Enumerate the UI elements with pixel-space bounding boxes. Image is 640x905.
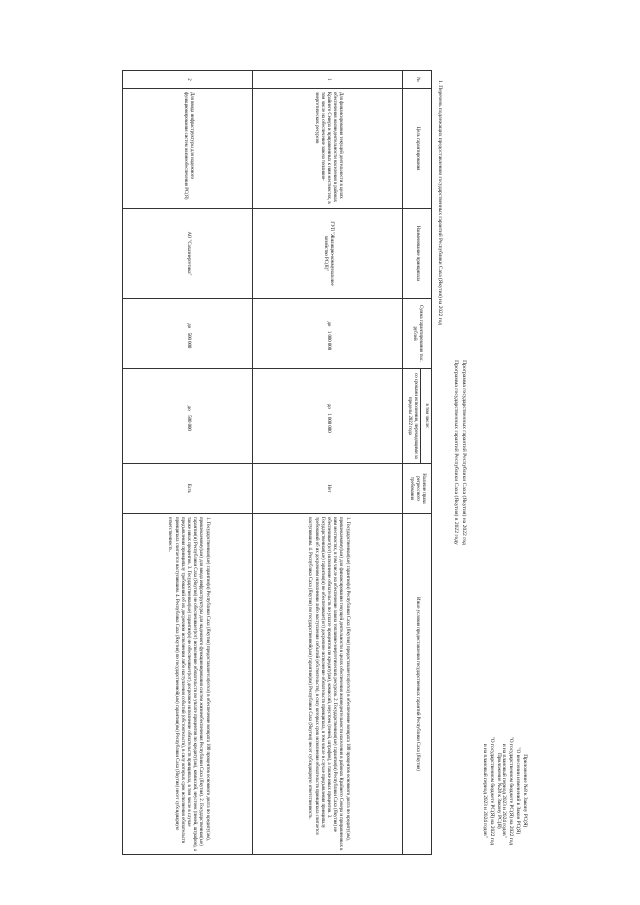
guarantees-table bbox=[122, 70, 432, 855]
document-title bbox=[452, 0, 468, 905]
row-sum bbox=[253, 299, 403, 369]
header-principal: Наименование принципала bbox=[403, 209, 432, 299]
header-line: "О государственном бюджете РС(Я) на 2022 год bbox=[489, 736, 495, 845]
appendix-header-28 bbox=[481, 737, 502, 845]
row-principal: ГУП "Жилищно-коммунальное хозяйство РС(Я)" bbox=[253, 209, 403, 299]
title-line: Программа государственных гарантий Республики Саха (Якутия) на 2022 год bbox=[461, 360, 467, 545]
row-inclusive bbox=[253, 369, 403, 464]
header-num: № bbox=[403, 71, 432, 89]
unit-label: до bbox=[186, 405, 191, 411]
header-purpose: Цель гарантирования bbox=[403, 89, 432, 209]
header-conditions: Иные условия предоставления государственных гарантий Республики Саха (Якутия) bbox=[403, 514, 432, 855]
unit-label: до bbox=[186, 323, 191, 329]
row-recourse: Нет bbox=[253, 464, 403, 514]
header-recourse: Наличие права регрессного требования bbox=[403, 464, 432, 514]
header-inclusive: в том числе: bbox=[420, 369, 431, 464]
unit-label: до bbox=[326, 321, 331, 327]
header-line: и на плановый период 2023 и 2024 годов" bbox=[482, 743, 488, 838]
row-sum bbox=[123, 299, 253, 369]
row-purpose: Для ввода инфраструктуры для надежного функционирования систем жизнеобеспечения РС(Я) bbox=[123, 89, 253, 209]
row-inclusive bbox=[123, 369, 253, 464]
row-purpose: Для финансирования текущей деятельности в целях обеспечения жизнедеятельности населения в районах Крайнего Севера и приравненных к ним местностях, в том числе на обеспечение завоза топливно-энергетических ресурсов bbox=[253, 89, 403, 209]
section-title: 1. Перечень подлежащих предоставлению государственных гарантий Республики Саха (Якутия) на 2022 год bbox=[437, 80, 443, 325]
inclusive-value: 500 000 bbox=[186, 415, 191, 431]
header-line: и на плановый период 2023 и 2024 годов" bbox=[501, 743, 507, 838]
row-num: 1 bbox=[253, 71, 403, 89]
header-inclusive-sub: со сроками исполнения, переходящими за пределы 2022 года bbox=[403, 369, 420, 464]
table-row bbox=[123, 71, 253, 855]
header-line: Приложение №8 к Закону РС(Я) bbox=[522, 754, 528, 828]
table-header-row bbox=[420, 71, 431, 855]
sum-value: 1 000 000 bbox=[326, 330, 331, 351]
row-conditions: 1. Государственная(ые) гарантия(и) Республики Саха (Якутия) предоставляется(ются) в обеспечение возврата 100 процентов основного долга по кредиту(ам), привлекаемому(ым) для ввода инфраструктуры для надежного функционирования систем жизнеобеспечения Республики Саха (Якутия). 2. Государственная(ые) гарантия(и) Республики Саха (Якутия) не обеспечивает(ют) исполнение обязательств по уплате процентов по кредиту(ам), комиссий, неустоек (пеней, штрафов), а также иных процентов. 3. Государственная(ые) гарантия(и) не обеспечивает(ют) досрочное исполнение обязательств принципала, в том числе в случае предъявления принципалу требований об их досрочном исполнении либо наступления событий (обстоятельств), в силу которых срок исполнения обязательств принципала считается наступившим. 4. Республика Саха (Якутия) по государственной(ым) гарантии(ям) Республики Саха (Якутия) несет субсидиарную ответственность. bbox=[123, 514, 253, 855]
sum-value: 500 000 bbox=[186, 332, 191, 349]
title-line: Программа государственных гарантий Республики Саха (Якутия) в 2022 году bbox=[453, 360, 459, 545]
inclusive-value: 1 000 000 bbox=[326, 413, 331, 433]
unit-label: до bbox=[326, 403, 331, 409]
row-num: 2 bbox=[123, 71, 253, 89]
row-principal: АО "Сахаэнергетика" bbox=[123, 209, 253, 299]
header-line: "О государственном бюджете РС(Я) на 2022 год bbox=[508, 736, 514, 845]
row-recourse: Есть bbox=[123, 464, 253, 514]
table-row bbox=[253, 71, 403, 855]
row-conditions: 1. Государственная(ые) гарантия(и) Республики Саха (Якутия) предоставляется(ются) в обеспечение возврата 100 процентов основного долга по кредиту(ам), привлекаемому(ым) для финансирования текущей деятельности в целях обеспечения жизнедеятельности населения в районах Крайнего Севера и приравненных к ним местностях, в том числе на обеспечение завоза топливно-энергетических ресурсов. 2. Государственная(ые) гарантия(и) Республики Саха (Якутия) не обеспечивает(ют) исполнение обязательств по уплате процентов по кредиту(ам), комиссий, неустоек (пеней, штрафов), а также иных процентов. 3. Государственная(ые) гарантия(и) не обеспечивает(ют) досрочное исполнение обязательств принципала, в том числе в случае предъявления принципалу требований об их досрочном исполнении либо наступления событий (обстоятельств), в силу которых срок исполнения обязательств принципала считается наступившим. 4. Республика Саха (Якутия) по государственной(ым) гарантии(ям) Республики Саха (Якутия) несет субсидиарную ответственность. bbox=[253, 514, 403, 855]
header-line: "О внесении изменений в Закон РС(Я) bbox=[515, 747, 521, 835]
appendix-header-8 bbox=[500, 737, 528, 845]
header-line: Приложение №28 к Закону РС(Я) bbox=[496, 752, 502, 829]
header-sum: Сумма гарантирования тыс. рублей bbox=[403, 299, 432, 369]
